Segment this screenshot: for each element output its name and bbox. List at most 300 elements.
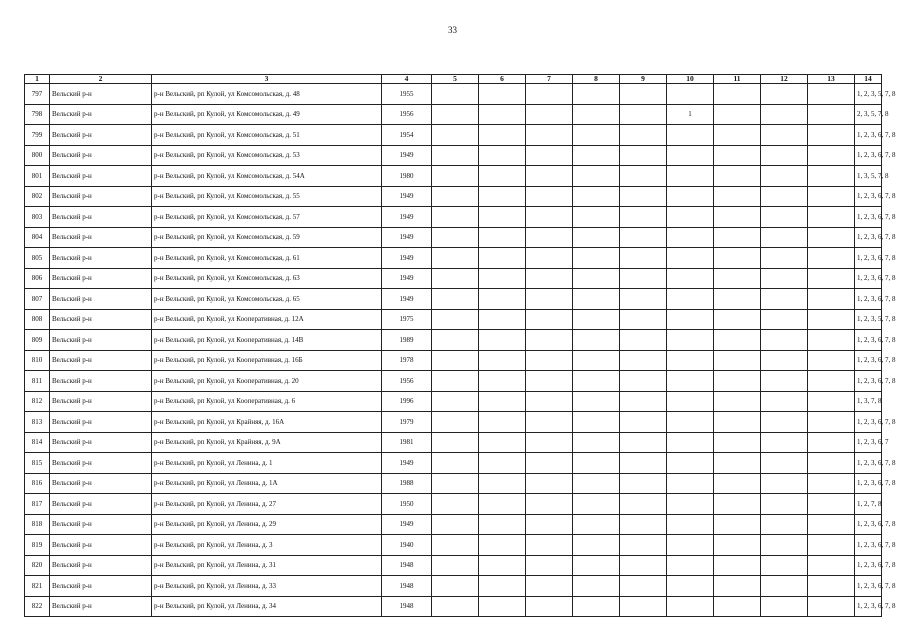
district-cell: Вельский р-н	[50, 207, 152, 228]
col12-cell	[761, 84, 808, 105]
col11-cell	[714, 186, 761, 207]
col5-cell	[432, 350, 479, 371]
column-header: 1	[25, 75, 50, 84]
address-cell: р-н Вельский, рп Кулой, ул Комсомольская, д. 54А	[152, 166, 382, 187]
col11-cell	[714, 248, 761, 269]
col10-cell	[667, 576, 714, 597]
col12-cell	[761, 371, 808, 392]
district-cell: Вельский р-н	[50, 576, 152, 597]
address-cell: р-н Вельский, рп Кулой, ул Комсомольская, д. 53	[152, 145, 382, 166]
year-cell: 1949	[382, 227, 432, 248]
col9-cell	[620, 371, 667, 392]
col11-cell	[714, 289, 761, 310]
col8-cell	[573, 145, 620, 166]
year-cell: 1950	[382, 494, 432, 515]
col8-cell	[573, 330, 620, 351]
row-number: 802	[25, 186, 50, 207]
col6-cell	[479, 186, 526, 207]
district-cell: Вельский р-н	[50, 125, 152, 146]
col14-cell: 1, 2, 3, 6, 7, 8	[855, 186, 882, 207]
table-row	[25, 412, 882, 433]
col9-cell	[620, 514, 667, 535]
table-row	[25, 227, 882, 248]
year-cell: 1955	[382, 84, 432, 105]
col10-cell	[667, 371, 714, 392]
col11-cell	[714, 453, 761, 474]
col14-cell: 1, 2, 3, 6, 7, 8	[855, 207, 882, 228]
col6-cell	[479, 166, 526, 187]
district-cell: Вельский р-н	[50, 391, 152, 412]
col13-cell	[808, 330, 855, 351]
col12-cell	[761, 248, 808, 269]
col14-cell: 1, 2, 3, 6, 7, 8	[855, 412, 882, 433]
col14-cell: 1, 2, 7, 8	[855, 494, 882, 515]
table-body	[25, 84, 896, 617]
col8-cell	[573, 309, 620, 330]
row-number: 804	[25, 227, 50, 248]
col5-cell	[432, 125, 479, 146]
address-cell: р-н Вельский, рп Кулой, ул Ленина, д. 1А	[152, 473, 382, 494]
column-header: 9	[620, 75, 667, 84]
col9-cell	[620, 453, 667, 474]
col7-cell	[526, 514, 573, 535]
column-header: 11	[714, 75, 761, 84]
column-header: 10	[667, 75, 714, 84]
col13-cell	[808, 227, 855, 248]
col14-cell: 1, 2, 3, 6, 7, 8	[855, 555, 882, 576]
col8-cell	[573, 350, 620, 371]
col8-cell	[573, 412, 620, 433]
col5-cell	[432, 289, 479, 310]
row-number: 813	[25, 412, 50, 433]
col12-cell	[761, 289, 808, 310]
col8-cell	[573, 371, 620, 392]
col7-cell	[526, 125, 573, 146]
col12-cell	[761, 268, 808, 289]
col13-cell	[808, 453, 855, 474]
column-header: 7	[526, 75, 573, 84]
col14-cell: 1, 2, 3, 6, 7, 8	[855, 289, 882, 310]
table-row	[25, 289, 882, 310]
year-cell: 1981	[382, 432, 432, 453]
address-cell: р-н Вельский, рп Кулой, ул Ленина, д. 27	[152, 494, 382, 515]
col14-cell: 1, 2, 3, 6, 7, 8	[855, 596, 882, 617]
col12-cell	[761, 309, 808, 330]
col8-cell	[573, 391, 620, 412]
col10-cell	[667, 145, 714, 166]
col7-cell	[526, 268, 573, 289]
col5-cell	[432, 514, 479, 535]
col14-cell: 1, 2, 3, 6, 7, 8	[855, 248, 882, 269]
col8-cell	[573, 104, 620, 125]
col9-cell	[620, 391, 667, 412]
district-cell: Вельский р-н	[50, 166, 152, 187]
district-cell: Вельский р-н	[50, 145, 152, 166]
page-number: 33	[448, 25, 457, 35]
address-cell: р-н Вельский, рп Кулой, ул Кооперативная, д. 14В	[152, 330, 382, 351]
year-cell: 1949	[382, 514, 432, 535]
col12-cell	[761, 166, 808, 187]
address-cell: р-н Вельский, рп Кулой, ул Ленина, д. 29	[152, 514, 382, 535]
col14-cell: 2, 3, 5, 7, 8	[855, 104, 882, 125]
col5-cell	[432, 166, 479, 187]
col5-cell	[432, 145, 479, 166]
address-cell: р-н Вельский, рп Кулой, ул Кооперативная, д. 16Б	[152, 350, 382, 371]
col5-cell	[432, 555, 479, 576]
col14-cell: 1, 2, 3, 6, 7	[855, 432, 882, 453]
year-cell: 1948	[382, 596, 432, 617]
col8-cell	[573, 555, 620, 576]
col7-cell	[526, 227, 573, 248]
col7-cell	[526, 371, 573, 392]
row-number: 814	[25, 432, 50, 453]
col9-cell	[620, 125, 667, 146]
col7-cell	[526, 412, 573, 433]
row-number: 803	[25, 207, 50, 228]
address-cell: р-н Вельский, рп Кулой, ул Комсомольская, д. 59	[152, 227, 382, 248]
year-cell: 1949	[382, 186, 432, 207]
year-cell: 1988	[382, 473, 432, 494]
col13-cell	[808, 596, 855, 617]
col14-cell: 1, 2, 3, 6, 7, 8	[855, 125, 882, 146]
col8-cell	[573, 289, 620, 310]
col5-cell	[432, 330, 479, 351]
col12-cell	[761, 576, 808, 597]
address-cell: р-н Вельский, рп Кулой, ул Кооперативная, д. 12А	[152, 309, 382, 330]
col14-cell: 1, 2, 3, 6, 7, 8	[855, 514, 882, 535]
col10-cell	[667, 125, 714, 146]
col13-cell	[808, 535, 855, 556]
year-cell: 1949	[382, 268, 432, 289]
col12-cell	[761, 104, 808, 125]
col13-cell	[808, 104, 855, 125]
table-row	[25, 309, 882, 330]
col7-cell	[526, 330, 573, 351]
col6-cell	[479, 309, 526, 330]
col8-cell	[573, 268, 620, 289]
col5-cell	[432, 248, 479, 269]
table-row	[25, 84, 882, 105]
col7-cell	[526, 248, 573, 269]
district-cell: Вельский р-н	[50, 350, 152, 371]
col5-cell	[432, 412, 479, 433]
col12-cell	[761, 227, 808, 248]
col8-cell	[573, 248, 620, 269]
row-number: 808	[25, 309, 50, 330]
col8-cell	[573, 432, 620, 453]
col10-cell	[667, 494, 714, 515]
address-cell: р-н Вельский, рп Кулой, ул Ленина, д. 34	[152, 596, 382, 617]
col13-cell	[808, 166, 855, 187]
col8-cell	[573, 166, 620, 187]
col14-cell: 1, 2, 3, 6, 7, 8	[855, 371, 882, 392]
col5-cell	[432, 227, 479, 248]
col6-cell	[479, 104, 526, 125]
col11-cell	[714, 125, 761, 146]
col5-cell	[432, 494, 479, 515]
table-row	[25, 371, 882, 392]
table-row	[25, 576, 882, 597]
col11-cell	[714, 268, 761, 289]
year-cell: 1979	[382, 412, 432, 433]
col7-cell	[526, 596, 573, 617]
col14-cell: 1, 2, 3, 6, 7, 8	[855, 576, 882, 597]
col7-cell	[526, 535, 573, 556]
col5-cell	[432, 104, 479, 125]
address-cell: р-н Вельский, рп Кулой, ул Ленина, д. 33	[152, 576, 382, 597]
district-cell: Вельский р-н	[50, 535, 152, 556]
year-cell: 1975	[382, 309, 432, 330]
address-cell: р-н Вельский, рп Кулой, ул Комсомольская, д. 63	[152, 268, 382, 289]
row-number: 801	[25, 166, 50, 187]
col13-cell	[808, 514, 855, 535]
col7-cell	[526, 289, 573, 310]
col5-cell	[432, 432, 479, 453]
year-cell: 1954	[382, 125, 432, 146]
col6-cell	[479, 494, 526, 515]
col10-cell	[667, 596, 714, 617]
col6-cell	[479, 453, 526, 474]
col11-cell	[714, 535, 761, 556]
col14-cell: 1, 3, 7, 8	[855, 391, 882, 412]
address-cell: р-н Вельский, рп Кулой, ул Комсомольская, д. 57	[152, 207, 382, 228]
col13-cell	[808, 289, 855, 310]
year-cell: 1980	[382, 166, 432, 187]
district-cell: Вельский р-н	[50, 432, 152, 453]
col12-cell	[761, 514, 808, 535]
address-cell: р-н Вельский, рп Кулой, ул Комсомольская, д. 61	[152, 248, 382, 269]
col6-cell	[479, 248, 526, 269]
year-cell: 1996	[382, 391, 432, 412]
col8-cell	[573, 227, 620, 248]
col6-cell	[479, 268, 526, 289]
col7-cell	[526, 473, 573, 494]
col11-cell	[714, 371, 761, 392]
col13-cell	[808, 145, 855, 166]
table-row	[25, 186, 882, 207]
col10-cell	[667, 391, 714, 412]
register-table	[24, 74, 896, 617]
table-row	[25, 555, 882, 576]
col6-cell	[479, 473, 526, 494]
col5-cell	[432, 371, 479, 392]
col7-cell	[526, 494, 573, 515]
column-header: 5	[432, 75, 479, 84]
district-cell: Вельский р-н	[50, 596, 152, 617]
col9-cell	[620, 186, 667, 207]
district-cell: Вельский р-н	[50, 104, 152, 125]
col6-cell	[479, 227, 526, 248]
table-row	[25, 473, 882, 494]
year-cell: 1949	[382, 453, 432, 474]
col5-cell	[432, 207, 479, 228]
col12-cell	[761, 350, 808, 371]
col5-cell	[432, 309, 479, 330]
col12-cell	[761, 453, 808, 474]
col13-cell	[808, 432, 855, 453]
col11-cell	[714, 494, 761, 515]
year-cell: 1949	[382, 248, 432, 269]
address-cell: р-н Вельский, рп Кулой, ул Крайняя, д. 9А	[152, 432, 382, 453]
col6-cell	[479, 555, 526, 576]
col14-cell: 1, 2, 3, 6, 7, 8	[855, 453, 882, 474]
col11-cell	[714, 473, 761, 494]
col10-cell	[667, 473, 714, 494]
row-number: 818	[25, 514, 50, 535]
col7-cell	[526, 309, 573, 330]
col11-cell	[714, 309, 761, 330]
col13-cell	[808, 473, 855, 494]
district-cell: Вельский р-н	[50, 186, 152, 207]
col10-cell	[667, 207, 714, 228]
district-cell: Вельский р-н	[50, 514, 152, 535]
table-row	[25, 494, 882, 515]
table-row	[25, 596, 882, 617]
col5-cell	[432, 84, 479, 105]
address-cell: р-н Вельский, рп Кулой, ул Ленина, д. 3	[152, 535, 382, 556]
col6-cell	[479, 576, 526, 597]
col8-cell	[573, 84, 620, 105]
year-cell: 1949	[382, 289, 432, 310]
col7-cell	[526, 555, 573, 576]
col12-cell	[761, 207, 808, 228]
header-row	[25, 75, 882, 84]
row-number: 821	[25, 576, 50, 597]
col10-cell	[667, 166, 714, 187]
col12-cell	[761, 391, 808, 412]
col14-cell: 1, 2, 3, 5, 7, 8	[855, 309, 882, 330]
col11-cell	[714, 166, 761, 187]
address-cell: р-н Вельский, рп Кулой, ул Комсомольская, д. 65	[152, 289, 382, 310]
year-cell: 1989	[382, 330, 432, 351]
col9-cell	[620, 576, 667, 597]
col7-cell	[526, 186, 573, 207]
col10-cell: 1	[667, 104, 714, 125]
row-number: 811	[25, 371, 50, 392]
col10-cell	[667, 227, 714, 248]
col10-cell	[667, 514, 714, 535]
col9-cell	[620, 535, 667, 556]
col12-cell	[761, 596, 808, 617]
col13-cell	[808, 84, 855, 105]
row-number: 805	[25, 248, 50, 269]
row-number: 807	[25, 289, 50, 310]
col9-cell	[620, 207, 667, 228]
col13-cell	[808, 309, 855, 330]
year-cell: 1949	[382, 145, 432, 166]
col12-cell	[761, 330, 808, 351]
address-cell: р-н Вельский, рп Кулой, ул Кооперативная, д. 20	[152, 371, 382, 392]
col9-cell	[620, 289, 667, 310]
col5-cell	[432, 453, 479, 474]
col13-cell	[808, 207, 855, 228]
col14-cell: 1, 2, 3, 6, 7, 8	[855, 535, 882, 556]
col7-cell	[526, 166, 573, 187]
district-cell: Вельский р-н	[50, 371, 152, 392]
table-row	[25, 535, 882, 556]
address-cell: р-н Вельский, рп Кулой, ул Комсомольская, д. 55	[152, 186, 382, 207]
col12-cell	[761, 555, 808, 576]
col14-cell: 1, 3, 5, 7, 8	[855, 166, 882, 187]
col9-cell	[620, 350, 667, 371]
district-cell: Вельский р-н	[50, 412, 152, 433]
district-cell: Вельский р-н	[50, 494, 152, 515]
row-number: 806	[25, 268, 50, 289]
district-cell: Вельский р-н	[50, 453, 152, 474]
row-number: 810	[25, 350, 50, 371]
col10-cell	[667, 432, 714, 453]
col9-cell	[620, 432, 667, 453]
district-cell: Вельский р-н	[50, 330, 152, 351]
col11-cell	[714, 84, 761, 105]
col11-cell	[714, 576, 761, 597]
col10-cell	[667, 412, 714, 433]
col8-cell	[573, 535, 620, 556]
col9-cell	[620, 145, 667, 166]
col10-cell	[667, 330, 714, 351]
col8-cell	[573, 186, 620, 207]
col7-cell	[526, 207, 573, 228]
col10-cell	[667, 186, 714, 207]
col12-cell	[761, 186, 808, 207]
col5-cell	[432, 186, 479, 207]
table-row	[25, 453, 882, 474]
district-cell: Вельский р-н	[50, 309, 152, 330]
year-cell: 1956	[382, 371, 432, 392]
col13-cell	[808, 268, 855, 289]
col10-cell	[667, 309, 714, 330]
district-cell: Вельский р-н	[50, 248, 152, 269]
district-cell: Вельский р-н	[50, 84, 152, 105]
col8-cell	[573, 473, 620, 494]
address-cell: р-н Вельский, рп Кулой, ул Ленина, д. 31	[152, 555, 382, 576]
table-row	[25, 432, 882, 453]
col6-cell	[479, 535, 526, 556]
col13-cell	[808, 555, 855, 576]
col7-cell	[526, 145, 573, 166]
col14-cell: 1, 2, 3, 6, 7, 8	[855, 330, 882, 351]
col7-cell	[526, 453, 573, 474]
col13-cell	[808, 412, 855, 433]
table-row	[25, 104, 882, 125]
col11-cell	[714, 330, 761, 351]
row-number: 812	[25, 391, 50, 412]
col5-cell	[432, 473, 479, 494]
col14-cell: 1, 2, 3, 6, 7, 8	[855, 268, 882, 289]
col6-cell	[479, 412, 526, 433]
row-number: 800	[25, 145, 50, 166]
col12-cell	[761, 473, 808, 494]
col13-cell	[808, 350, 855, 371]
table-row	[25, 125, 882, 146]
col11-cell	[714, 227, 761, 248]
year-cell: 1948	[382, 576, 432, 597]
col12-cell	[761, 412, 808, 433]
col7-cell	[526, 84, 573, 105]
col11-cell	[714, 207, 761, 228]
district-cell: Вельский р-н	[50, 289, 152, 310]
col10-cell	[667, 84, 714, 105]
col13-cell	[808, 125, 855, 146]
row-number: 809	[25, 330, 50, 351]
col6-cell	[479, 514, 526, 535]
district-cell: Вельский р-н	[50, 227, 152, 248]
row-number: 820	[25, 555, 50, 576]
col8-cell	[573, 596, 620, 617]
address-cell: р-н Вельский, рп Кулой, ул Ленина, д. 1	[152, 453, 382, 474]
col10-cell	[667, 535, 714, 556]
col8-cell	[573, 576, 620, 597]
